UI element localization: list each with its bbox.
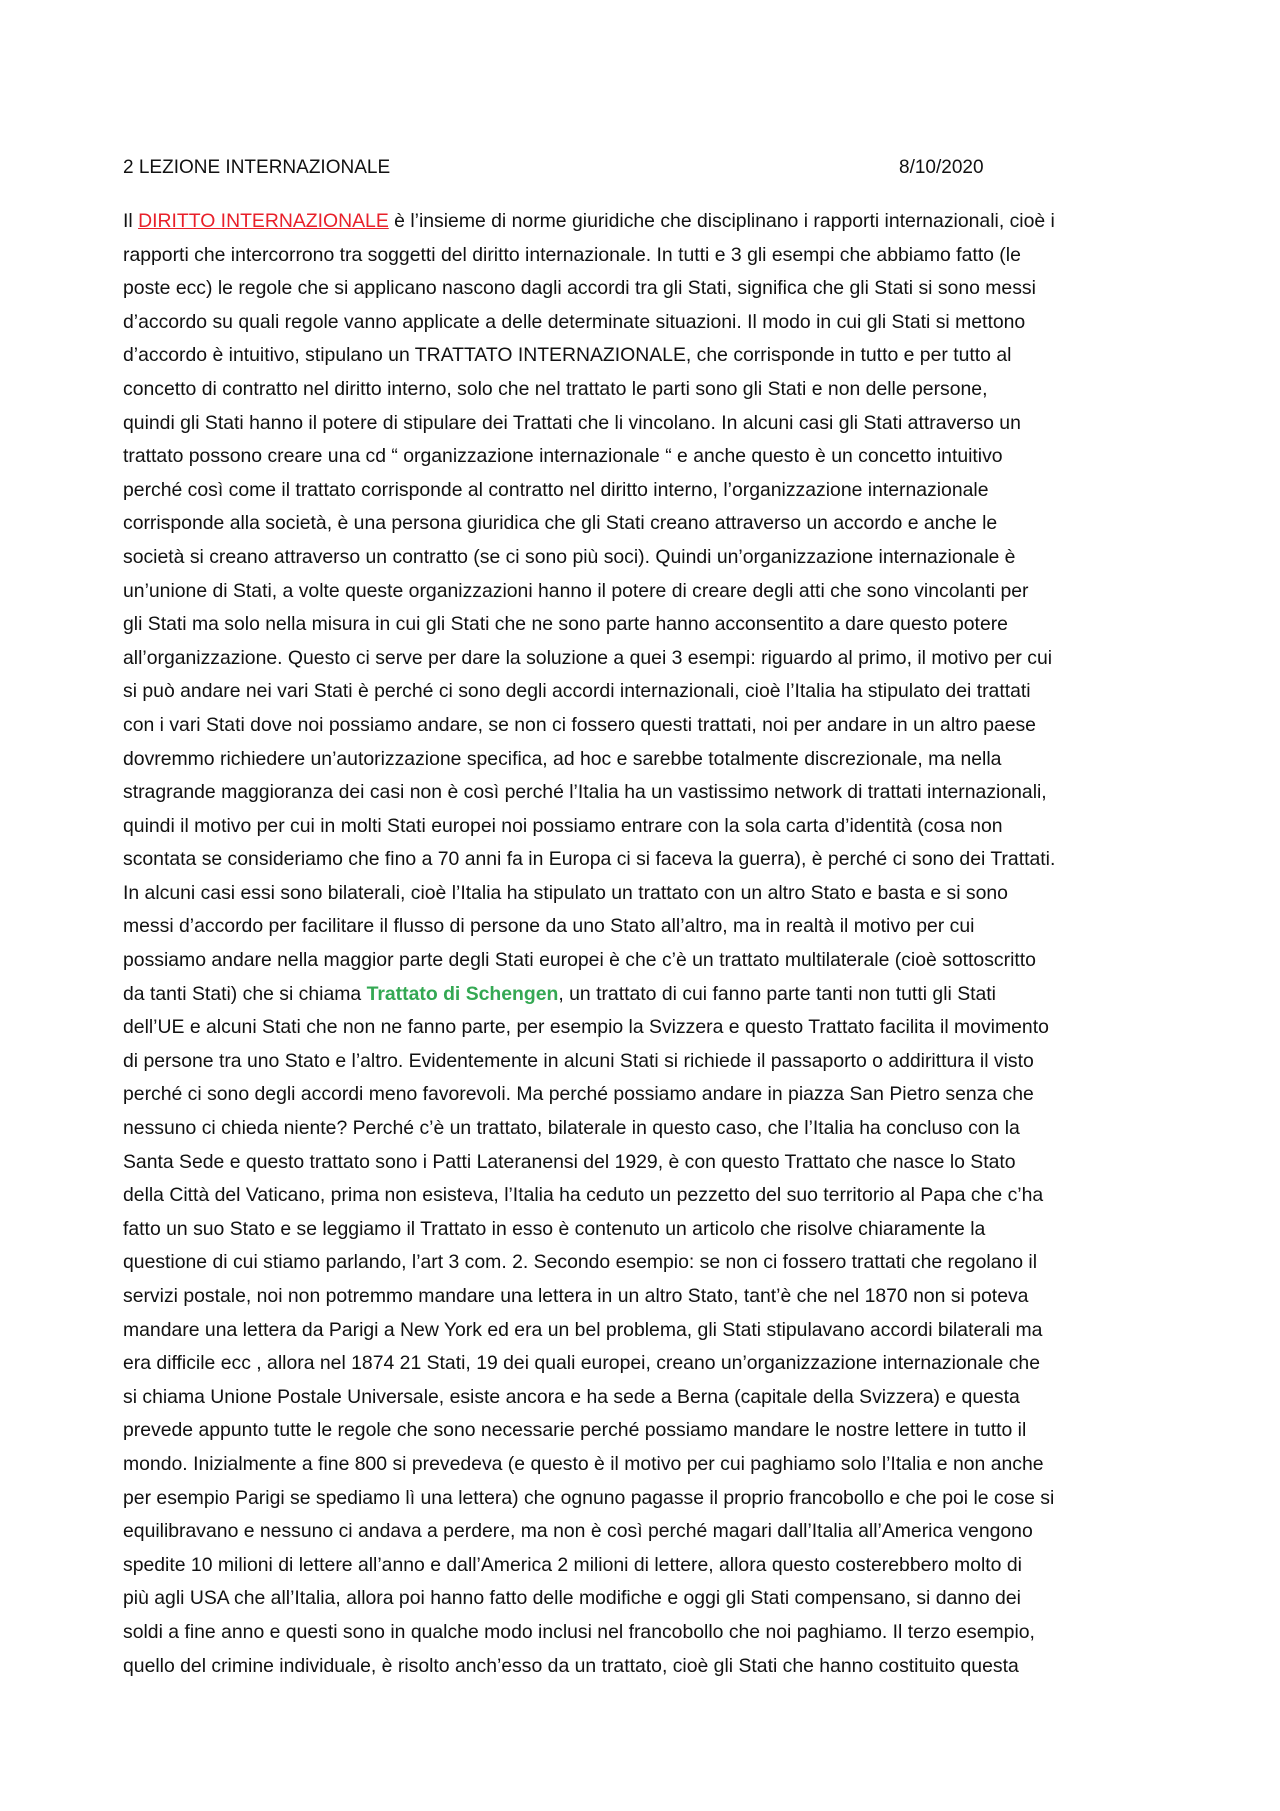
text-line: d’accordo è intuitivo, stipulano un TRATTATO INTERNAZIONALE, che corrisponde in tutto e per tutto al	[123, 344, 1012, 367]
text-line: più agli USA che all’Italia, allora poi hanno fatto delle modifiche e oggi gli Stati compensano, si danno dei	[123, 1587, 1021, 1610]
text-line: fatto un suo Stato e se leggiamo il Trattato in esso è contenuto un articolo che risolve chiaramente la	[123, 1217, 986, 1240]
text-line: dell’UE e alcuni Stati che non ne fanno parte, per esempio la Svizzera e questo Trattato facilita il movimento	[123, 1016, 1049, 1039]
text-line: servizi postale, noi non potremmo mandare una lettera in un altro Stato, tant’è che nel 1870 non si poteva	[123, 1285, 1029, 1307]
text-run: , un trattato di cui fanno parte tanti non tutti gli Stati	[558, 982, 996, 1005]
text-line: quindi il motivo per cui in molti Stati europei noi possiamo entrare con la sola carta d’identità (cosa non	[123, 814, 1003, 837]
text-line: di persone tra uno Stato e l’altro. Evidentemente in alcuni Stati si richiede il passaporto o addirittura il visto	[123, 1049, 1034, 1072]
text-line: stragrande maggioranza dei casi non è così perché l’Italia ha un vastissimo network di trattati internazionali,	[123, 781, 1047, 804]
text-line: all’organizzazione. Questo ci serve per dare la soluzione a quei 3 esempi: riguardo al primo, il motivo per cui	[123, 646, 1053, 669]
text-line: quindi gli Stati hanno il potere di stipulare dei Trattati che li vincolano. In alcuni casi gli Stati attraverso un	[123, 411, 1021, 434]
text-line: d’accordo su quali regole vanno applicate a delle determinate situazioni. Il modo in cui gli Stati si mettono	[123, 310, 1026, 333]
lesson-date: 8/10/2020	[899, 157, 984, 178]
text-line: In alcuni casi essi sono bilaterali, cioè l’Italia ha stipulato un trattato con un altro Stato e basta e si sono	[123, 881, 1008, 904]
text-line: mondo. Inizialmente a fine 800 si prevedeva (e questo è il motivo per cui paghiamo solo l’Italia e non anche	[123, 1452, 1044, 1475]
lesson-title: 2 LEZIONE INTERNAZIONALE	[123, 157, 391, 178]
body-paragraph	[123, 205, 1163, 1683]
text-line: spedite 10 milioni di lettere all’anno e dall’America 2 milioni di lettere, allora questo costerebbero molto di	[123, 1553, 1022, 1576]
text-line: mandare una lettera da Parigi a New York ed era un bel problema, gli Stati stipulavano accordi bilaterali ma	[123, 1318, 1043, 1341]
text-line: questione di cui stiamo parlando, l’art 3 com. 2. Secondo esempio: se non ci fossero trattati che regolano il	[123, 1251, 1038, 1274]
text-run: è l’insieme di norme giuridiche che disciplinano i rapporti internazionali, cioè i	[388, 210, 1055, 232]
text-line: perché ci sono degli accordi meno favorevoli. Ma perché possiamo andare in piazza San Pietro senza che	[123, 1083, 1034, 1106]
text-line: messi d’accordo per facilitare il flusso di persone da uno Stato all’altro, ma in realtà il motivo per cui	[123, 915, 975, 938]
text-line: società si creano attraverso un contratto (se ci sono più soci). Quindi un’organizzazione internazionale è	[123, 545, 1016, 568]
text-line: Santa Sede e questo trattato sono i Patti Lateranensi del 1929, è con questo Trattato che nasce lo Stato	[123, 1150, 1016, 1173]
text-line	[123, 978, 1163, 1012]
text-line: corrisponde alla società, è una persona giuridica che gli Stati creano attraverso un accordo e anche le	[123, 512, 998, 535]
text-line: per esempio Parigi se spediamo lì una lettera) che ognuno pagasse il proprio francobollo e che poi le cose si	[123, 1486, 1055, 1509]
text-line: equilibravano e nessuno ci andava a perdere, ma non è così perché magari dall’Italia all’America vengono	[123, 1520, 1033, 1543]
text-line: gli Stati ma solo nella misura in cui gli Stati che ne sono parte hanno acconsentito a dare questo potere	[123, 613, 1008, 636]
text-line: rapporti che intercorrono tra soggetti del diritto internazionale. In tutti e 3 gli esempi che abbiamo fatto (le	[123, 243, 1021, 266]
text-line: prevede appunto tutte le regole che sono necessarie perché possiamo mandare le nostre lettere in tutto il	[123, 1419, 1027, 1442]
text-line	[123, 205, 1163, 239]
text-line: possiamo andare nella maggior parte degli Stati europei è che c’è un trattato multilaterale (cioè sottoscritto	[123, 949, 1036, 972]
text-line: perché così come il trattato corrisponde al contratto nel diritto interno, l’organizzazione internazionale	[123, 478, 989, 501]
text-run: da tanti Stati) che si chiama	[123, 982, 367, 1005]
text-run: Il	[123, 210, 139, 232]
text-line: dovremmo richiedere un’autorizzazione specifica, ad hoc e sarebbe totalmente discrezionale, ma nella	[123, 747, 1002, 770]
text-line: era difficile ecc , allora nel 1874 21 Stati, 19 dei quali europei, creano un’organizzazione internazionale che	[123, 1352, 1040, 1375]
header	[123, 153, 1003, 183]
term-trattato-di-schengen: Trattato di Schengen	[366, 982, 559, 1005]
text-line: si chiama Unione Postale Universale, esiste ancora e ha sede a Berna (capitale della Svizzera) e questa	[123, 1385, 1020, 1408]
text-line: si può andare nei vari Stati è perché ci sono degli accordi internazionali, cioè l’Italia ha stipulato dei trattati	[123, 680, 1031, 703]
text-line: un’unione di Stati, a volte queste organizzazioni hanno il potere di creare degli atti che sono vincolanti per	[123, 579, 1029, 602]
text-line: quello del crimine individuale, è risolto anch’esso da un trattato, cioè gli Stati che hanno costituito questa	[123, 1654, 1019, 1677]
text-line: nessuno ci chieda niente? Perché c’è un trattato, bilaterale in questo caso, che l’Italia ha concluso con la	[123, 1117, 1020, 1140]
text-line: trattato possono creare una cd “ organizzazione internazionale “ e anche questo è un concetto intuitivo	[123, 445, 1003, 468]
term-diritto-internazionale: DIRITTO INTERNAZIONALE	[138, 210, 389, 232]
text-line: scontata se consideriamo che fino a 70 anni fa in Europa ci si faceva la guerra), è perché ci sono dei Trattati.	[123, 848, 1056, 871]
text-line: della Città del Vaticano, prima non esisteva, l’Italia ha ceduto un pezzetto del suo territorio al Papa che c’ha	[123, 1184, 1044, 1207]
text-line: poste ecc) le regole che si applicano nascono dagli accordi tra gli Stati, significa che gli Stati si sono messi	[123, 277, 1036, 300]
text-line: concetto di contratto nel diritto interno, solo che nel trattato le parti sono gli Stati e non delle persone,	[123, 377, 988, 400]
text-line: con i vari Stati dove noi possiamo andare, se non ci fossero questi trattati, noi per andare in un altro paese	[123, 713, 1036, 736]
text-line: soldi a fine anno e questi sono in qualche modo inclusi nel francobollo che noi paghiamo. Il terzo esempio,	[123, 1620, 1035, 1643]
